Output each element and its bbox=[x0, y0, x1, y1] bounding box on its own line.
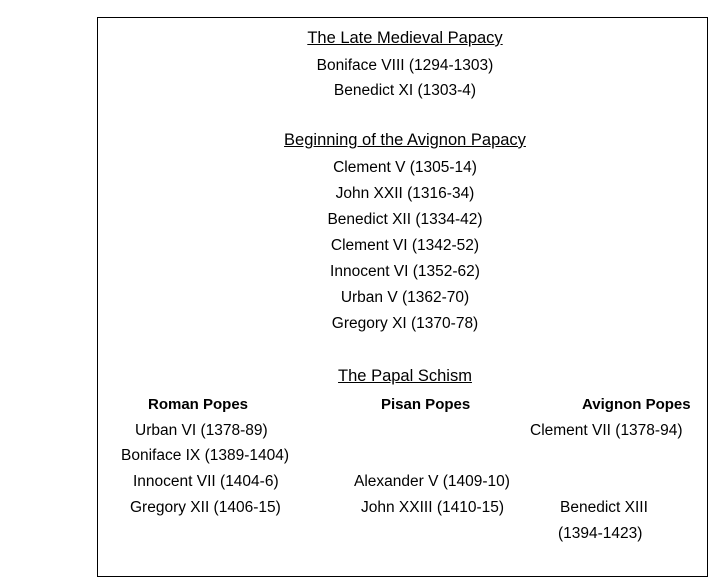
avignon-pope-clement-vii: Clement VII (1378-94) bbox=[530, 422, 683, 439]
roman-pope-innocent-vii: Innocent VII (1404-6) bbox=[133, 473, 279, 490]
pope-clement-v: Clement V (1305-14) bbox=[333, 159, 477, 176]
pope-benedict-xi: Benedict XI (1303-4) bbox=[333, 82, 477, 99]
pope-innocent-vi: Innocent VI (1352-62) bbox=[330, 263, 480, 280]
pope-boniface-viii: Boniface VIII (1294-1303) bbox=[316, 57, 494, 74]
roman-pope-gregory-xii: Gregory XII (1406-15) bbox=[130, 499, 281, 516]
pisan-pope-john-xxiii: John XXIII (1410-15) bbox=[361, 499, 505, 516]
avignon-pope-benedict-xiii: Benedict XIII bbox=[560, 499, 648, 516]
late-medieval-heading: The Late Medieval Papacy bbox=[307, 29, 503, 47]
pisan-popes-header: Pisan Popes bbox=[381, 396, 471, 413]
pope-benedict-xii: Benedict XII (1334-42) bbox=[327, 211, 483, 228]
pope-john-xxii: John XXII (1316-34) bbox=[335, 185, 475, 202]
roman-pope-urban-vi: Urban VI (1378-89) bbox=[135, 422, 268, 439]
avignon-popes-header: Avignon Popes bbox=[582, 396, 691, 413]
pope-urban-v: Urban V (1362-70) bbox=[340, 289, 470, 306]
pisan-pope-alexander-v: Alexander V (1409-10) bbox=[354, 473, 510, 490]
roman-popes-header: Roman Popes bbox=[148, 396, 249, 413]
avignon-beginning-heading: Beginning of the Avignon Papacy bbox=[284, 131, 526, 149]
schism-heading: The Papal Schism bbox=[338, 367, 472, 385]
avignon-pope-benedict-xiii-years: (1394-1423) bbox=[558, 525, 643, 542]
roman-pope-boniface-ix: Boniface IX (1389-1404) bbox=[121, 447, 290, 464]
pope-gregory-xi: Gregory XI (1370-78) bbox=[331, 315, 479, 332]
pope-clement-vi: Clement VI (1342-52) bbox=[330, 237, 480, 254]
